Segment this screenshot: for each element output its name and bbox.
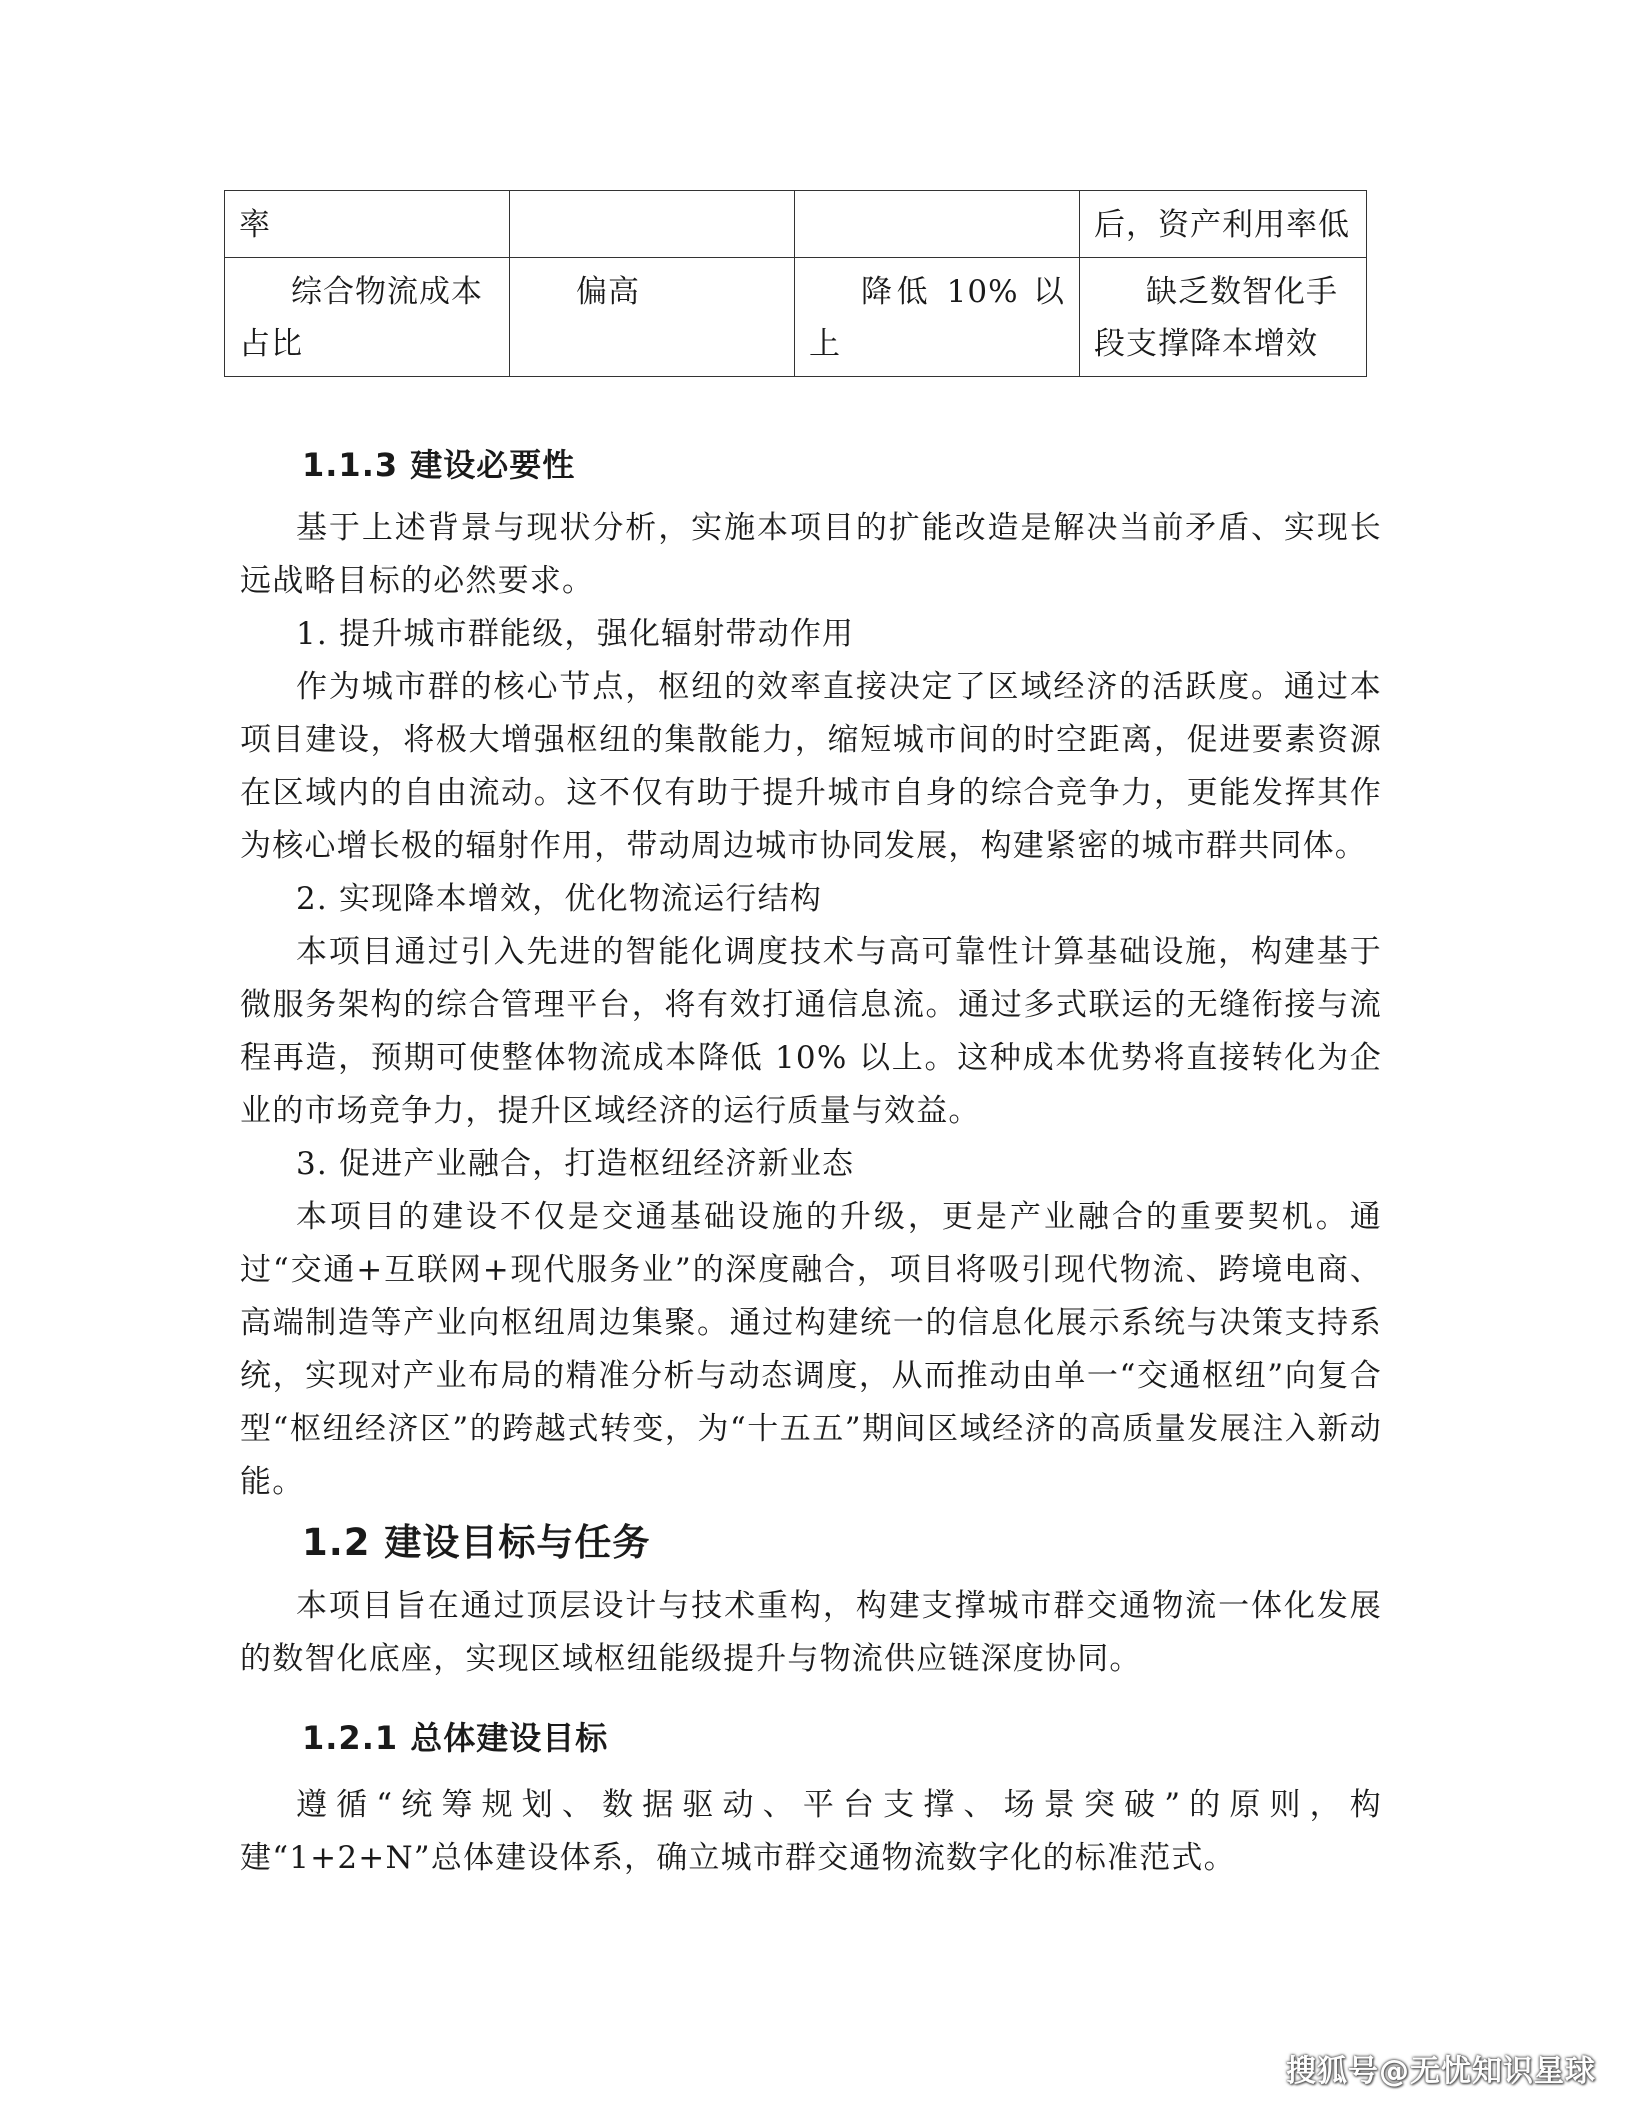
paragraph-body: 作为城市群的核心节点，枢纽的效率直接决定了区域经济的活跃度。通过本项目建设，将极大增强枢纽的集散能力，缩短城市间的时空距离，促进要素资源在区域内的自由流动。这不仅有助于提升城市自身的综合竞争力，更能发挥其作为核心增长极的辐射作用，带动周边城市协同发展，构建紧密的城市群共同体。 bbox=[240, 669, 1382, 864]
paragraph-body: 本项目的建设不仅是交通基础设施的升级，更是产业融合的重要契机。通过“交通+互联网+现代服务业”的深度融合，项目将吸引现代物流、跨境电商、高端制造等产业向枢纽周边集聚。通过构建统一的信息化展示系统与决策支持系统，实现对产业布局的精准分析与动态调度，从而推动由单一“交通枢纽”向复合型“枢纽经济区”的跨越式转变，为“十五五”期间区域经济的高质量发展注入新动能。 bbox=[240, 1199, 1382, 1500]
table-row bbox=[225, 258, 1367, 377]
table-cell: 偏高 bbox=[510, 258, 795, 377]
table-cell: 后，资产利用率低 bbox=[1080, 191, 1367, 258]
section-heading-1-1-3: 1.1.3 建设必要性 bbox=[302, 446, 576, 484]
table-cell bbox=[510, 191, 795, 258]
paragraph-necessity-intro: 基于上述背景与现状分析，实施本项目的扩能改造是解决当前矛盾、实现长远战略目标的必然要求。 bbox=[240, 510, 1382, 599]
list-item-title: 1. 提升城市群能级，强化辐射带动作用 bbox=[296, 616, 855, 652]
table-cell: 缺乏数智化手段支撑降本增效 bbox=[1080, 258, 1367, 377]
comparison-table bbox=[224, 190, 1367, 377]
list-item-title: 2. 实现降本增效，优化物流运行结构 bbox=[296, 881, 823, 917]
list-item-title: 3. 促进产业融合，打造枢纽经济新业态 bbox=[296, 1146, 855, 1182]
watermark: 搜狐号@无忧知识星球 bbox=[1286, 2054, 1596, 2089]
section-heading-1-2: 1.2 建设目标与任务 bbox=[302, 1521, 651, 1564]
table-row bbox=[225, 191, 1367, 258]
paragraph-overall-goal: 遵循“统筹规划、数据驱动、平台支撑、场景突破”的原则，构建“1+2+N”总体建设体系，确立城市群交通物流数字化的标准范式。 bbox=[240, 1787, 1382, 1876]
section-heading-1-2-1: 1.2.1 总体建设目标 bbox=[302, 1719, 609, 1757]
table-cell: 综合物流成本占比 bbox=[225, 258, 510, 377]
table-cell bbox=[795, 191, 1080, 258]
table-cell: 降低 10% 以上 bbox=[795, 258, 1080, 377]
paragraph-goals-intro: 本项目旨在通过顶层设计与技术重构，构建支撑城市群交通物流一体化发展的数智化底座，实现区域枢纽能级提升与物流供应链深度协同。 bbox=[240, 1588, 1382, 1677]
table-cell: 率 bbox=[225, 191, 510, 258]
paragraph-body: 本项目通过引入先进的智能化调度技术与高可靠性计算基础设施，构建基于微服务架构的综合管理平台，将有效打通信息流。通过多式联运的无缝衔接与流程再造，预期可使整体物流成本降低 10% 以上。这种成本优势将直接转化为企业的市场竞争力，提升区域经济的运行质量与效益。 bbox=[240, 934, 1382, 1129]
